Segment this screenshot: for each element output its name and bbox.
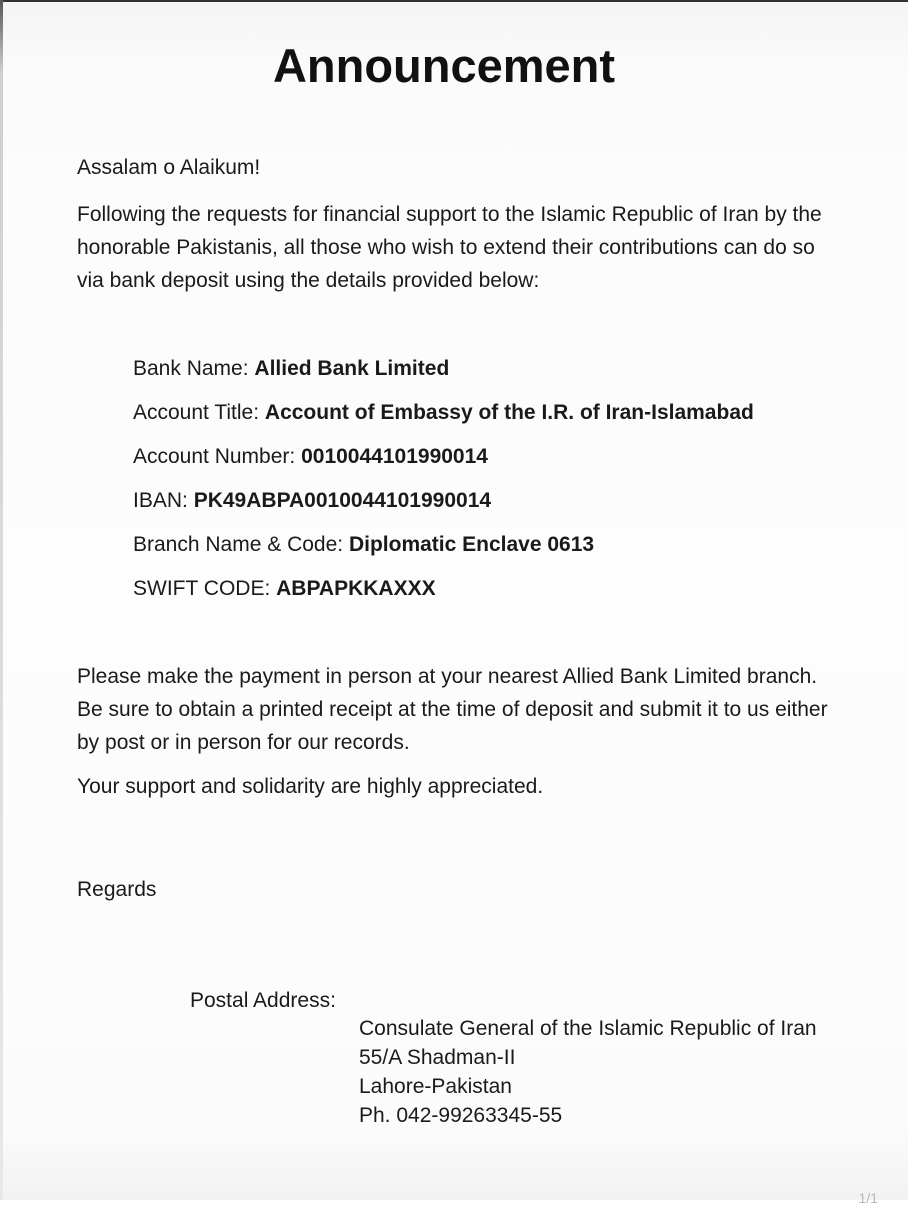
address-line: Ph. 042-99263345-55 (359, 1104, 563, 1127)
page-title: Announcement (272, 39, 616, 92)
detail-value: Allied Bank Limited (254, 357, 450, 380)
detail-label: Account Title: (133, 401, 260, 424)
payment-instructions: Please make the payment in person at your nearest Allied Bank Limited branch. Be sure to obtain a printed receipt at the time of deposit and submit it to us either by post or in person for our records. (77, 665, 828, 754)
detail-value: ABPAPKKAXXX (276, 577, 436, 600)
greeting: Assalam o Alaikum! (77, 156, 261, 179)
detail-label: Bank Name: (133, 357, 249, 380)
detail-label: Branch Name & Code: (133, 533, 344, 556)
postal-address (359, 1014, 817, 1130)
detail-label: Account Number: (133, 445, 296, 468)
detail-value: 0010044101990014 (301, 445, 488, 468)
appreciation-text: Your support and solidarity are highly appreciated. (77, 775, 544, 798)
detail-account-number (133, 441, 833, 485)
detail-value: PK49ABPA0010044101990014 (193, 489, 492, 512)
page-left-edge (0, 0, 3, 1200)
closing-regards: Regards (77, 878, 157, 901)
detail-bank-name (133, 353, 833, 397)
address-line: Lahore-Pakistan (359, 1075, 512, 1098)
bank-details (133, 353, 833, 617)
detail-value: Diplomatic Enclave 0613 (348, 533, 595, 556)
detail-label: SWIFT CODE: (133, 577, 271, 600)
detail-account-title (133, 397, 833, 441)
detail-swift (133, 573, 833, 617)
postal-address-label: Postal Address: (190, 989, 336, 1012)
page-top-edge (0, 0, 908, 2)
detail-branch (133, 529, 833, 573)
detail-iban (133, 485, 833, 529)
address-line: 55/A Shadman-II (359, 1046, 516, 1069)
page-number: 1/1 (858, 1190, 878, 1206)
detail-value: Account of Embassy of the I.R. of Iran-Islamabad (264, 401, 754, 424)
intro-paragraph: Following the requests for financial support to the Islamic Republic of Iran by the honorable Pakistanis, all those who wish to extend their contributions can do so via bank deposit using the details provided below: (77, 203, 822, 292)
detail-label: IBAN: (133, 489, 188, 512)
address-line: Consulate General of the Islamic Republic of Iran (359, 1017, 817, 1040)
